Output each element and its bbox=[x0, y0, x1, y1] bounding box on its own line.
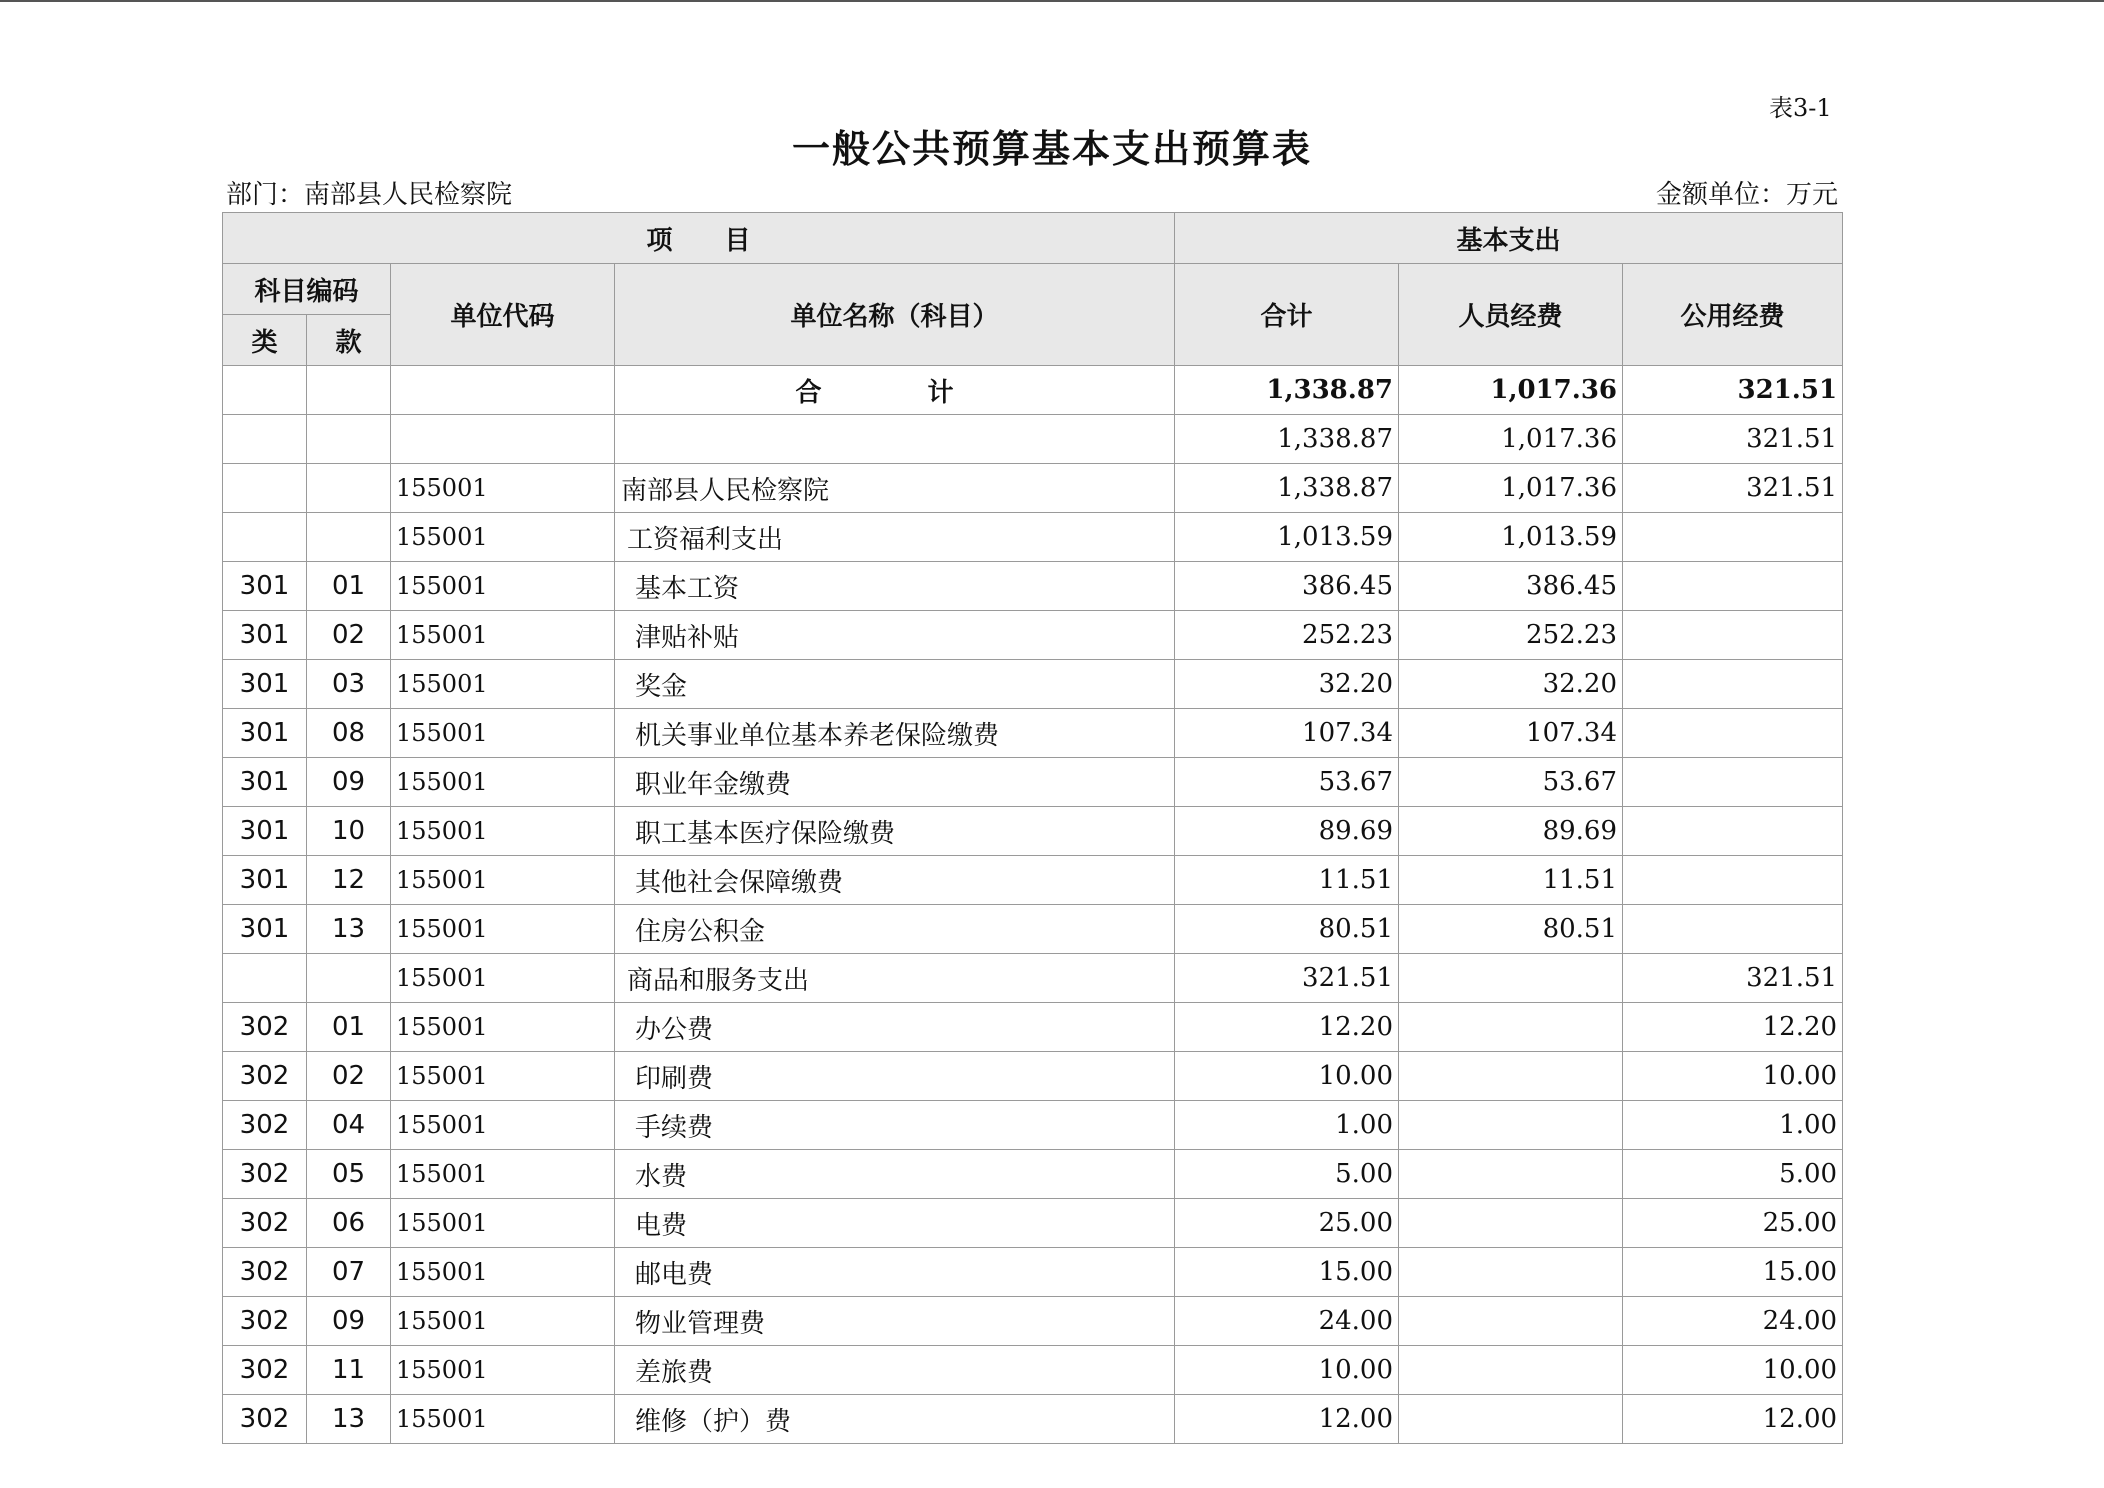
public-cell: 321.51 bbox=[1623, 415, 1843, 464]
item-cell: 02 bbox=[307, 611, 391, 660]
unit-code-cell: 155001 bbox=[391, 1150, 615, 1199]
table-row bbox=[223, 513, 1843, 562]
total-cell: 12.00 bbox=[1175, 1395, 1399, 1444]
item-cell: 13 bbox=[307, 1395, 391, 1444]
personnel-cell bbox=[1399, 1052, 1623, 1101]
unit-name-cell: 住房公积金 bbox=[615, 905, 1175, 954]
unit-name-cell: 维修（护）费 bbox=[615, 1395, 1175, 1444]
header-subject-code: 科目编码 bbox=[223, 264, 391, 315]
item-cell: 10 bbox=[307, 807, 391, 856]
item-cell: 05 bbox=[307, 1150, 391, 1199]
item-cell: 01 bbox=[307, 562, 391, 611]
class-cell bbox=[223, 415, 307, 464]
personnel-cell: 386.45 bbox=[1399, 562, 1623, 611]
unit-name-cell: 物业管理费 bbox=[615, 1297, 1175, 1346]
class-cell: 301 bbox=[223, 856, 307, 905]
table-row bbox=[223, 611, 1843, 660]
table-row bbox=[223, 807, 1843, 856]
public-cell: 5.00 bbox=[1623, 1150, 1843, 1199]
personnel-cell: 53.67 bbox=[1399, 758, 1623, 807]
personnel-cell bbox=[1399, 954, 1623, 1003]
personnel-cell: 80.51 bbox=[1399, 905, 1623, 954]
unit-name-cell: 职工基本医疗保险缴费 bbox=[615, 807, 1175, 856]
header-project: 项 目 bbox=[223, 213, 1175, 264]
public-cell: 25.00 bbox=[1623, 1199, 1843, 1248]
unit-code-cell: 155001 bbox=[391, 1346, 615, 1395]
unit-code-cell: 155001 bbox=[391, 709, 615, 758]
public-cell bbox=[1623, 807, 1843, 856]
header-basic-expenditure: 基本支出 bbox=[1175, 213, 1843, 264]
table-row bbox=[223, 1346, 1843, 1395]
personnel-cell: 1,017.36 bbox=[1399, 415, 1623, 464]
unit-name-cell: 其他社会保障缴费 bbox=[615, 856, 1175, 905]
personnel-cell: 1,017.36 bbox=[1399, 366, 1623, 415]
unit-name-cell: 电费 bbox=[615, 1199, 1175, 1248]
public-cell bbox=[1623, 905, 1843, 954]
unit-code-cell: 155001 bbox=[391, 856, 615, 905]
unit-name-cell bbox=[615, 415, 1175, 464]
total-cell: 32.20 bbox=[1175, 660, 1399, 709]
public-cell bbox=[1623, 513, 1843, 562]
table-row bbox=[223, 660, 1843, 709]
total-cell: 80.51 bbox=[1175, 905, 1399, 954]
unit-name-cell: 南部县人民检察院 bbox=[615, 464, 1175, 513]
class-cell: 301 bbox=[223, 807, 307, 856]
unit-name-cell: 印刷费 bbox=[615, 1052, 1175, 1101]
unit-code-cell: 155001 bbox=[391, 1395, 615, 1444]
unit-name-cell: 工资福利支出 bbox=[615, 513, 1175, 562]
personnel-cell: 11.51 bbox=[1399, 856, 1623, 905]
header-unit-code: 单位代码 bbox=[391, 264, 615, 366]
total-cell: 1,338.87 bbox=[1175, 366, 1399, 415]
table-row bbox=[223, 1003, 1843, 1052]
total-cell: 11.51 bbox=[1175, 856, 1399, 905]
public-cell bbox=[1623, 660, 1843, 709]
unit-name-cell: 邮电费 bbox=[615, 1248, 1175, 1297]
class-cell: 301 bbox=[223, 709, 307, 758]
public-cell: 321.51 bbox=[1623, 464, 1843, 513]
unit-code-cell: 155001 bbox=[391, 905, 615, 954]
unit-name-cell: 手续费 bbox=[615, 1101, 1175, 1150]
item-cell: 07 bbox=[307, 1248, 391, 1297]
unit-code-cell: 155001 bbox=[391, 464, 615, 513]
public-cell bbox=[1623, 856, 1843, 905]
page-top-border bbox=[0, 0, 2104, 2]
total-cell: 15.00 bbox=[1175, 1248, 1399, 1297]
item-cell: 09 bbox=[307, 758, 391, 807]
budget-table bbox=[222, 212, 1843, 1444]
unit-name-cell: 商品和服务支出 bbox=[615, 954, 1175, 1003]
public-cell: 321.51 bbox=[1623, 954, 1843, 1003]
total-cell: 386.45 bbox=[1175, 562, 1399, 611]
class-cell: 302 bbox=[223, 1199, 307, 1248]
item-cell: 06 bbox=[307, 1199, 391, 1248]
class-cell bbox=[223, 954, 307, 1003]
total-cell: 12.20 bbox=[1175, 1003, 1399, 1052]
class-cell: 301 bbox=[223, 660, 307, 709]
header-personnel: 人员经费 bbox=[1399, 264, 1623, 366]
item-cell bbox=[307, 366, 391, 415]
unit-code-cell bbox=[391, 366, 615, 415]
table-row bbox=[223, 1052, 1843, 1101]
item-cell: 04 bbox=[307, 1101, 391, 1150]
class-cell: 302 bbox=[223, 1346, 307, 1395]
total-cell: 89.69 bbox=[1175, 807, 1399, 856]
total-cell: 252.23 bbox=[1175, 611, 1399, 660]
table-row bbox=[223, 758, 1843, 807]
personnel-cell: 1,017.36 bbox=[1399, 464, 1623, 513]
public-cell bbox=[1623, 562, 1843, 611]
amount-unit-label: 金额单位：万元 bbox=[1655, 180, 1838, 210]
unit-name-cell: 合 计 bbox=[615, 366, 1175, 415]
personnel-cell: 32.20 bbox=[1399, 660, 1623, 709]
table-header bbox=[223, 213, 1843, 366]
class-cell bbox=[223, 464, 307, 513]
item-cell: 01 bbox=[307, 1003, 391, 1052]
personnel-cell: 1,013.59 bbox=[1399, 513, 1623, 562]
class-cell: 301 bbox=[223, 905, 307, 954]
unit-code-cell: 155001 bbox=[391, 513, 615, 562]
unit-code-cell: 155001 bbox=[391, 562, 615, 611]
total-cell: 5.00 bbox=[1175, 1150, 1399, 1199]
class-cell: 301 bbox=[223, 611, 307, 660]
class-cell: 302 bbox=[223, 1248, 307, 1297]
table-row bbox=[223, 905, 1843, 954]
table-row bbox=[223, 1101, 1843, 1150]
total-row bbox=[223, 366, 1843, 415]
item-cell bbox=[307, 954, 391, 1003]
table-row bbox=[223, 415, 1843, 464]
total-cell: 107.34 bbox=[1175, 709, 1399, 758]
personnel-cell bbox=[1399, 1199, 1623, 1248]
personnel-cell bbox=[1399, 1297, 1623, 1346]
unit-code-cell: 155001 bbox=[391, 1297, 615, 1346]
unit-name-cell: 差旅费 bbox=[615, 1346, 1175, 1395]
table-row bbox=[223, 1150, 1843, 1199]
item-cell bbox=[307, 415, 391, 464]
unit-code-cell: 155001 bbox=[391, 1199, 615, 1248]
personnel-cell bbox=[1399, 1101, 1623, 1150]
page-title: 一般公共预算基本支出预算表 bbox=[791, 126, 1312, 171]
item-cell: 11 bbox=[307, 1346, 391, 1395]
unit-name-cell: 基本工资 bbox=[615, 562, 1175, 611]
personnel-cell bbox=[1399, 1150, 1623, 1199]
unit-name-cell: 职业年金缴费 bbox=[615, 758, 1175, 807]
department-label: 部门：南部县人民检察院 bbox=[226, 180, 513, 210]
public-cell: 12.00 bbox=[1623, 1395, 1843, 1444]
item-cell: 03 bbox=[307, 660, 391, 709]
unit-code-cell: 155001 bbox=[391, 1101, 615, 1150]
public-cell bbox=[1623, 709, 1843, 758]
header-item: 款 bbox=[307, 315, 391, 366]
table-body bbox=[223, 366, 1843, 1444]
unit-code-cell: 155001 bbox=[391, 807, 615, 856]
public-cell: 10.00 bbox=[1623, 1346, 1843, 1395]
table-row bbox=[223, 856, 1843, 905]
header-total: 合计 bbox=[1175, 264, 1399, 366]
total-cell: 1.00 bbox=[1175, 1101, 1399, 1150]
header-public: 公用经费 bbox=[1623, 264, 1843, 366]
table-row bbox=[223, 1297, 1843, 1346]
table-row bbox=[223, 1395, 1843, 1444]
table-row bbox=[223, 954, 1843, 1003]
class-cell: 302 bbox=[223, 1003, 307, 1052]
table-row bbox=[223, 709, 1843, 758]
class-cell: 301 bbox=[223, 562, 307, 611]
total-cell: 1,013.59 bbox=[1175, 513, 1399, 562]
table-row bbox=[223, 1199, 1843, 1248]
class-cell bbox=[223, 366, 307, 415]
class-cell: 302 bbox=[223, 1052, 307, 1101]
unit-code-cell: 155001 bbox=[391, 954, 615, 1003]
public-cell bbox=[1623, 611, 1843, 660]
public-cell bbox=[1623, 758, 1843, 807]
total-cell: 1,338.87 bbox=[1175, 464, 1399, 513]
table-row bbox=[223, 1248, 1843, 1297]
table-number: 表3-1 bbox=[1769, 94, 1832, 122]
unit-name-cell: 机关事业单位基本养老保险缴费 bbox=[615, 709, 1175, 758]
personnel-cell bbox=[1399, 1248, 1623, 1297]
item-cell: 02 bbox=[307, 1052, 391, 1101]
unit-name-cell: 水费 bbox=[615, 1150, 1175, 1199]
public-cell: 321.51 bbox=[1623, 366, 1843, 415]
total-cell: 24.00 bbox=[1175, 1297, 1399, 1346]
personnel-cell: 252.23 bbox=[1399, 611, 1623, 660]
total-cell: 10.00 bbox=[1175, 1346, 1399, 1395]
personnel-cell bbox=[1399, 1003, 1623, 1052]
public-cell: 24.00 bbox=[1623, 1297, 1843, 1346]
class-cell: 302 bbox=[223, 1297, 307, 1346]
public-cell: 15.00 bbox=[1623, 1248, 1843, 1297]
unit-name-cell: 办公费 bbox=[615, 1003, 1175, 1052]
header-class: 类 bbox=[223, 315, 307, 366]
total-cell: 10.00 bbox=[1175, 1052, 1399, 1101]
class-cell: 302 bbox=[223, 1101, 307, 1150]
class-cell bbox=[223, 513, 307, 562]
unit-name-cell: 津贴补贴 bbox=[615, 611, 1175, 660]
table-row bbox=[223, 562, 1843, 611]
unit-code-cell: 155001 bbox=[391, 611, 615, 660]
unit-code-cell bbox=[391, 415, 615, 464]
unit-code-cell: 155001 bbox=[391, 1248, 615, 1297]
public-cell: 10.00 bbox=[1623, 1052, 1843, 1101]
total-cell: 1,338.87 bbox=[1175, 415, 1399, 464]
item-cell: 12 bbox=[307, 856, 391, 905]
public-cell: 1.00 bbox=[1623, 1101, 1843, 1150]
unit-code-cell: 155001 bbox=[391, 758, 615, 807]
personnel-cell bbox=[1399, 1346, 1623, 1395]
total-cell: 25.00 bbox=[1175, 1199, 1399, 1248]
unit-code-cell: 155001 bbox=[391, 1052, 615, 1101]
table-row bbox=[223, 464, 1843, 513]
item-cell: 08 bbox=[307, 709, 391, 758]
class-cell: 301 bbox=[223, 758, 307, 807]
class-cell: 302 bbox=[223, 1150, 307, 1199]
header-unit-name: 单位名称（科目） bbox=[615, 264, 1175, 366]
unit-name-cell: 奖金 bbox=[615, 660, 1175, 709]
item-cell: 09 bbox=[307, 1297, 391, 1346]
item-cell bbox=[307, 513, 391, 562]
item-cell bbox=[307, 464, 391, 513]
personnel-cell bbox=[1399, 1395, 1623, 1444]
item-cell: 13 bbox=[307, 905, 391, 954]
total-cell: 321.51 bbox=[1175, 954, 1399, 1003]
personnel-cell: 107.34 bbox=[1399, 709, 1623, 758]
total-cell: 53.67 bbox=[1175, 758, 1399, 807]
class-cell: 302 bbox=[223, 1395, 307, 1444]
public-cell: 12.20 bbox=[1623, 1003, 1843, 1052]
personnel-cell: 89.69 bbox=[1399, 807, 1623, 856]
unit-code-cell: 155001 bbox=[391, 660, 615, 709]
unit-code-cell: 155001 bbox=[391, 1003, 615, 1052]
